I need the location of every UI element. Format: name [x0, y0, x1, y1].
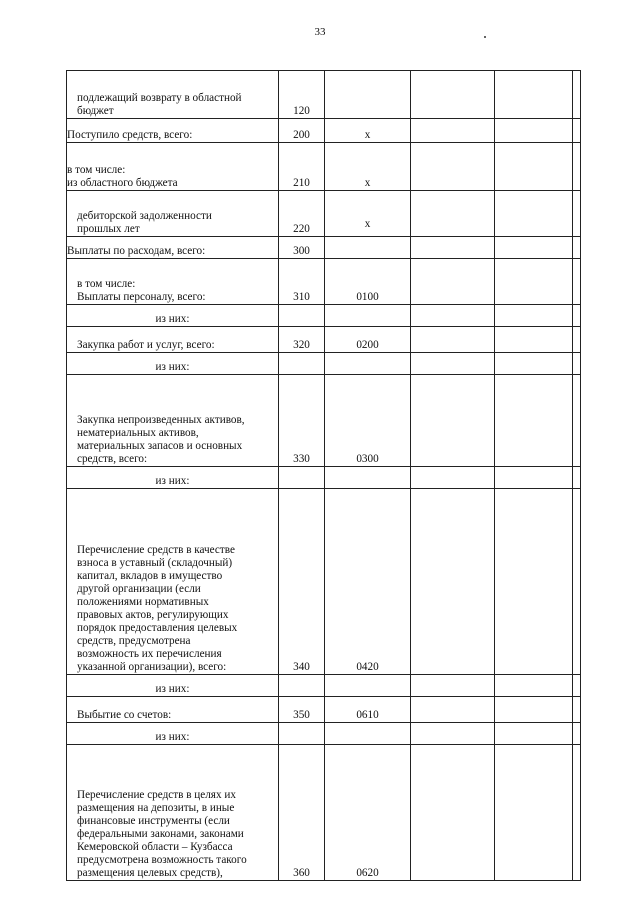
line-code-cell: 330: [279, 375, 325, 467]
amount-cell-3: [573, 191, 581, 237]
line-code-cell: 360: [279, 745, 325, 881]
line-code-cell: 220: [279, 191, 325, 237]
amount-cell-1: [411, 327, 495, 353]
amount-cell-2: [495, 259, 573, 305]
table-row: [67, 745, 581, 881]
row-label: Выплаты по расходам, всего:: [67, 237, 279, 259]
kosgu-code-cell: [325, 71, 411, 119]
subheader-cell: из них:: [67, 305, 279, 327]
amount-cell-2: [495, 467, 573, 489]
table-row: [67, 697, 581, 723]
line-code-cell: 310: [279, 259, 325, 305]
amount-cell-3: [573, 745, 581, 881]
amount-cell-1: [411, 675, 495, 697]
kosgu-code-cell: x: [325, 119, 411, 143]
kosgu-code-cell: [325, 305, 411, 327]
kosgu-code-cell: [325, 467, 411, 489]
subheader-cell: из них:: [67, 675, 279, 697]
amount-cell-1: [411, 143, 495, 191]
amount-cell-3: [573, 237, 581, 259]
table-body: [67, 71, 581, 881]
table-row: [67, 237, 581, 259]
amount-cell-3: [573, 675, 581, 697]
line-code-cell: [279, 723, 325, 745]
amount-cell-3: [573, 143, 581, 191]
kosgu-code-cell: 0300: [325, 375, 411, 467]
row-label: Закупка работ и услуг, всего:: [67, 327, 279, 353]
amount-cell-1: [411, 353, 495, 375]
amount-cell-2: [495, 723, 573, 745]
kosgu-code-cell: 0620: [325, 745, 411, 881]
amount-cell-3: [573, 489, 581, 675]
table-row: [67, 327, 581, 353]
amount-cell-1: [411, 71, 495, 119]
kosgu-code-cell: [325, 237, 411, 259]
line-code-cell: [279, 467, 325, 489]
amount-cell-3: [573, 467, 581, 489]
table-row: [67, 675, 581, 697]
table-row: [67, 191, 581, 237]
row-label: дебиторской задолженности прошлых лет: [67, 191, 279, 237]
amount-cell-1: [411, 259, 495, 305]
table-row: [67, 353, 581, 375]
row-label: Закупка непроизведенных активов, нематериальных активов, материальных запасов и основных средств, всего:: [67, 375, 279, 467]
amount-cell-2: [495, 119, 573, 143]
line-code-cell: 340: [279, 489, 325, 675]
row-label: Поступило средств, всего:: [67, 119, 279, 143]
amount-cell-3: [573, 119, 581, 143]
kosgu-code-cell: 0610: [325, 697, 411, 723]
subheader-cell: из них:: [67, 467, 279, 489]
amount-cell-2: [495, 675, 573, 697]
amount-cell-1: [411, 745, 495, 881]
amount-cell-3: [573, 71, 581, 119]
subheader-cell: из них:: [67, 353, 279, 375]
amount-cell-1: [411, 375, 495, 467]
amount-cell-3: [573, 305, 581, 327]
amount-cell-1: [411, 467, 495, 489]
amount-cell-2: [495, 353, 573, 375]
amount-cell-3: [573, 259, 581, 305]
amount-cell-1: [411, 237, 495, 259]
amount-cell-3: [573, 375, 581, 467]
row-label: подлежащий возврату в областной бюджет: [67, 71, 279, 119]
subheader-cell: из них:: [67, 723, 279, 745]
amount-cell-1: [411, 191, 495, 237]
amount-cell-2: [495, 191, 573, 237]
amount-cell-2: [495, 745, 573, 881]
amount-cell-3: [573, 327, 581, 353]
table-row: [67, 259, 581, 305]
amount-cell-2: [495, 697, 573, 723]
amount-cell-2: [495, 305, 573, 327]
amount-cell-2: [495, 143, 573, 191]
row-label: в том числе: Выплаты персоналу, всего:: [67, 259, 279, 305]
row-label: Выбытие со счетов:: [67, 697, 279, 723]
line-code-cell: 300: [279, 237, 325, 259]
budget-table: [66, 70, 581, 881]
line-code-cell: 120: [279, 71, 325, 119]
kosgu-code-cell: x: [325, 143, 411, 191]
amount-cell-1: [411, 723, 495, 745]
amount-cell-2: [495, 327, 573, 353]
amount-cell-2: [495, 489, 573, 675]
row-label: Перечисление средств в качестве взноса в уставный (складочный) капитал, вкладов в имущество другой организации (если положениями нормативных правовых актов, регулирующих порядок предоставления целевых средств, предусмотрена возможность их перечисления указанной организации), всего:: [67, 489, 279, 675]
line-code-cell: 210: [279, 143, 325, 191]
amount-cell-2: [495, 71, 573, 119]
line-code-cell: 200: [279, 119, 325, 143]
kosgu-code-cell: [325, 675, 411, 697]
table-row: [67, 305, 581, 327]
table-row: [67, 119, 581, 143]
page-number: 33: [314, 26, 326, 38]
kosgu-code-cell: x: [325, 191, 411, 237]
kosgu-code-cell: [325, 353, 411, 375]
table-row: [67, 723, 581, 745]
amount-cell-3: [573, 697, 581, 723]
line-code-cell: [279, 675, 325, 697]
table-row: [67, 71, 581, 119]
kosgu-code-cell: 0100: [325, 259, 411, 305]
line-code-cell: 350: [279, 697, 325, 723]
kosgu-code-cell: 0200: [325, 327, 411, 353]
scan-speck: [484, 36, 486, 38]
amount-cell-2: [495, 237, 573, 259]
kosgu-code-cell: 0420: [325, 489, 411, 675]
table-row: [67, 489, 581, 675]
table-row: [67, 467, 581, 489]
table-row: [67, 375, 581, 467]
line-code-cell: 320: [279, 327, 325, 353]
row-label: Перечисление средств в целях их размещения на депозиты, в иные финансовые инструменты (если федеральными законами, законами Кемеровской области – Кузбасса предусмотрена возможность такого размещения целевых средств),: [67, 745, 279, 881]
amount-cell-3: [573, 353, 581, 375]
line-code-cell: [279, 353, 325, 375]
amount-cell-1: [411, 305, 495, 327]
kosgu-code-cell: [325, 723, 411, 745]
amount-cell-1: [411, 119, 495, 143]
amount-cell-1: [411, 697, 495, 723]
amount-cell-3: [573, 723, 581, 745]
amount-cell-2: [495, 375, 573, 467]
amount-cell-1: [411, 489, 495, 675]
row-label: в том числе: из областного бюджета: [67, 143, 279, 191]
table-row: [67, 143, 581, 191]
line-code-cell: [279, 305, 325, 327]
